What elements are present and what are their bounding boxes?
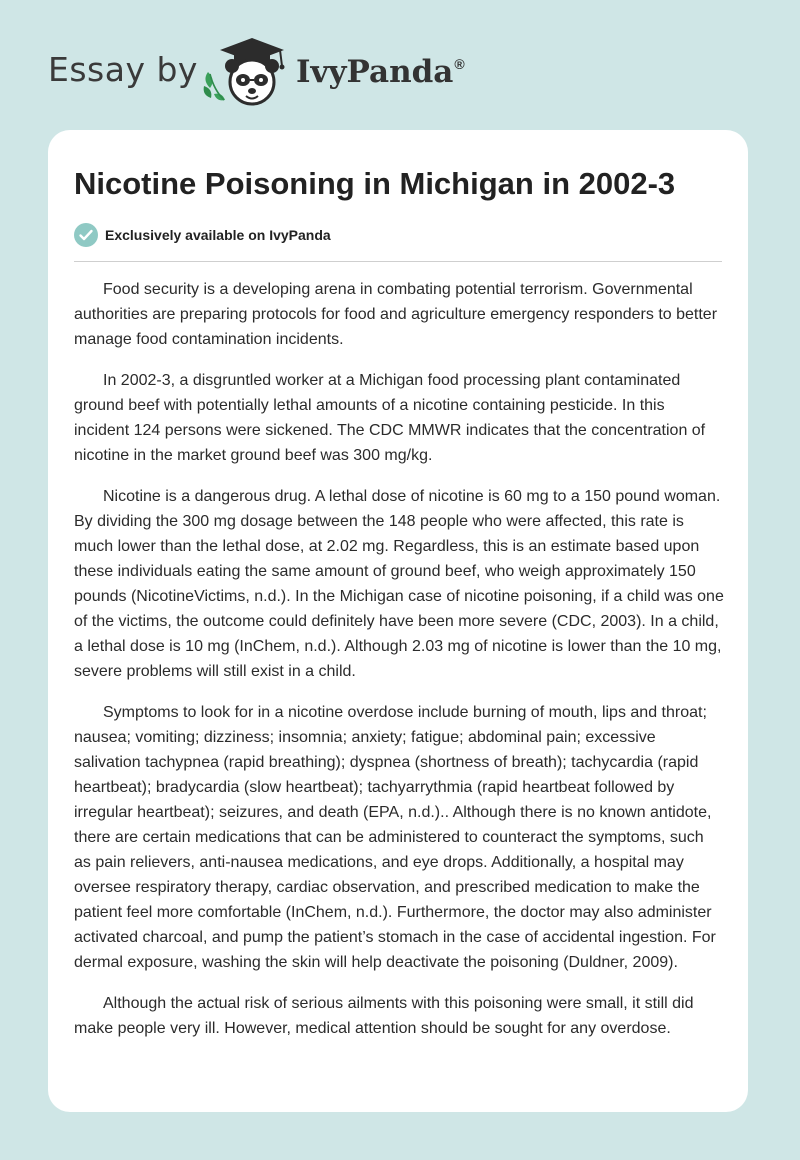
badge-label: Exclusively available on IvyPanda xyxy=(105,227,331,243)
title-divider xyxy=(74,261,722,262)
paragraph: Nicotine is a dangerous drug. A lethal dose of nicotine is 60 mg to a 150 pound woman. By dividing the 300 mg dosage between the 148 people who were affected, this rate is much lower than the lethal dose, at 2.02 mg. Regardless, this is an estimate based upon these individuals eating the same amount of ground beef, who weigh approximately 150 pounds (NicotineVictims, n.d.). In the Michigan case of nicotine poisoning, if a child was one of the victims, the outcome could definitely have been more severe (CDC, 2003). In a child, a lethal dose is 10 mg (InChem, n.d.). Although 2.03 mg of nicotine is lower than the 10 mg, severe problems will still exist in a child. xyxy=(74,488,724,680)
essay-body xyxy=(74,277,724,1057)
brand-prefix: Essay by xyxy=(48,50,198,89)
panda-graduate-logo-icon[interactable] xyxy=(200,34,292,110)
page-title: Nicotine Poisoning in Michigan in 2002-3 xyxy=(74,166,676,201)
brand-name-text: IvyPanda xyxy=(296,54,454,90)
exclusive-badge xyxy=(74,222,331,248)
check-circle-icon xyxy=(74,223,98,247)
paragraph: In 2002-3, a disgruntled worker at a Michigan food processing plant contaminated ground beef with potentially lethal amounts of a nicotine containing pesticide. In this incident 124 persons were sickened. The CDC MMWR indicates that the concentration of nicotine in the market ground beef was 300 mg/kg. xyxy=(74,372,706,464)
paragraph: Symptoms to look for in a nicotine overdose include burning of mouth, lips and throat; nausea; vomiting; dizziness; insomnia; anxiety; fatigue; abdominal pain; excessive salivation tachypnea (rapid breathing); dyspnea (shortness of breath); tachycardia (rapid heartbeat); bradycardia (slow heartbeat); tachyarrythmia (rapid heartbeat followed by irregular heartbeat); seizures, and death (EPA, n.d.).. Although there is no known antidote, there are certain medications that can be administered to counteract the symptoms, such as pain relievers, anti-nausea medications, and eye drops. Additionally, a hospital may oversee respiratory therapy, cardiac observation, and prescribed medication to make the patient feel more comfortable (InChem, n.d.). Furthermore, the doctor may also administer activated charcoal, and pump the patient’s stomach in the case of accidental ingestion. For dermal exposure, washing the skin will help deactivate the poisoning (Duldner, 2009). xyxy=(74,704,716,971)
paragraph: Food security is a developing arena in combating potential terrorism. Governmental authorities are preparing protocols for food and agriculture emergency responders to better manage food contamination incidents. xyxy=(74,281,718,348)
site-header xyxy=(0,0,800,130)
trademark-symbol: ® xyxy=(454,56,465,72)
paragraph: Although the actual risk of serious ailments with this poisoning were small, it still did make people very ill. However, medical attention should be sought for any overdose. xyxy=(74,995,694,1037)
brand-name[interactable] xyxy=(296,54,465,90)
essay-card xyxy=(48,130,748,1112)
